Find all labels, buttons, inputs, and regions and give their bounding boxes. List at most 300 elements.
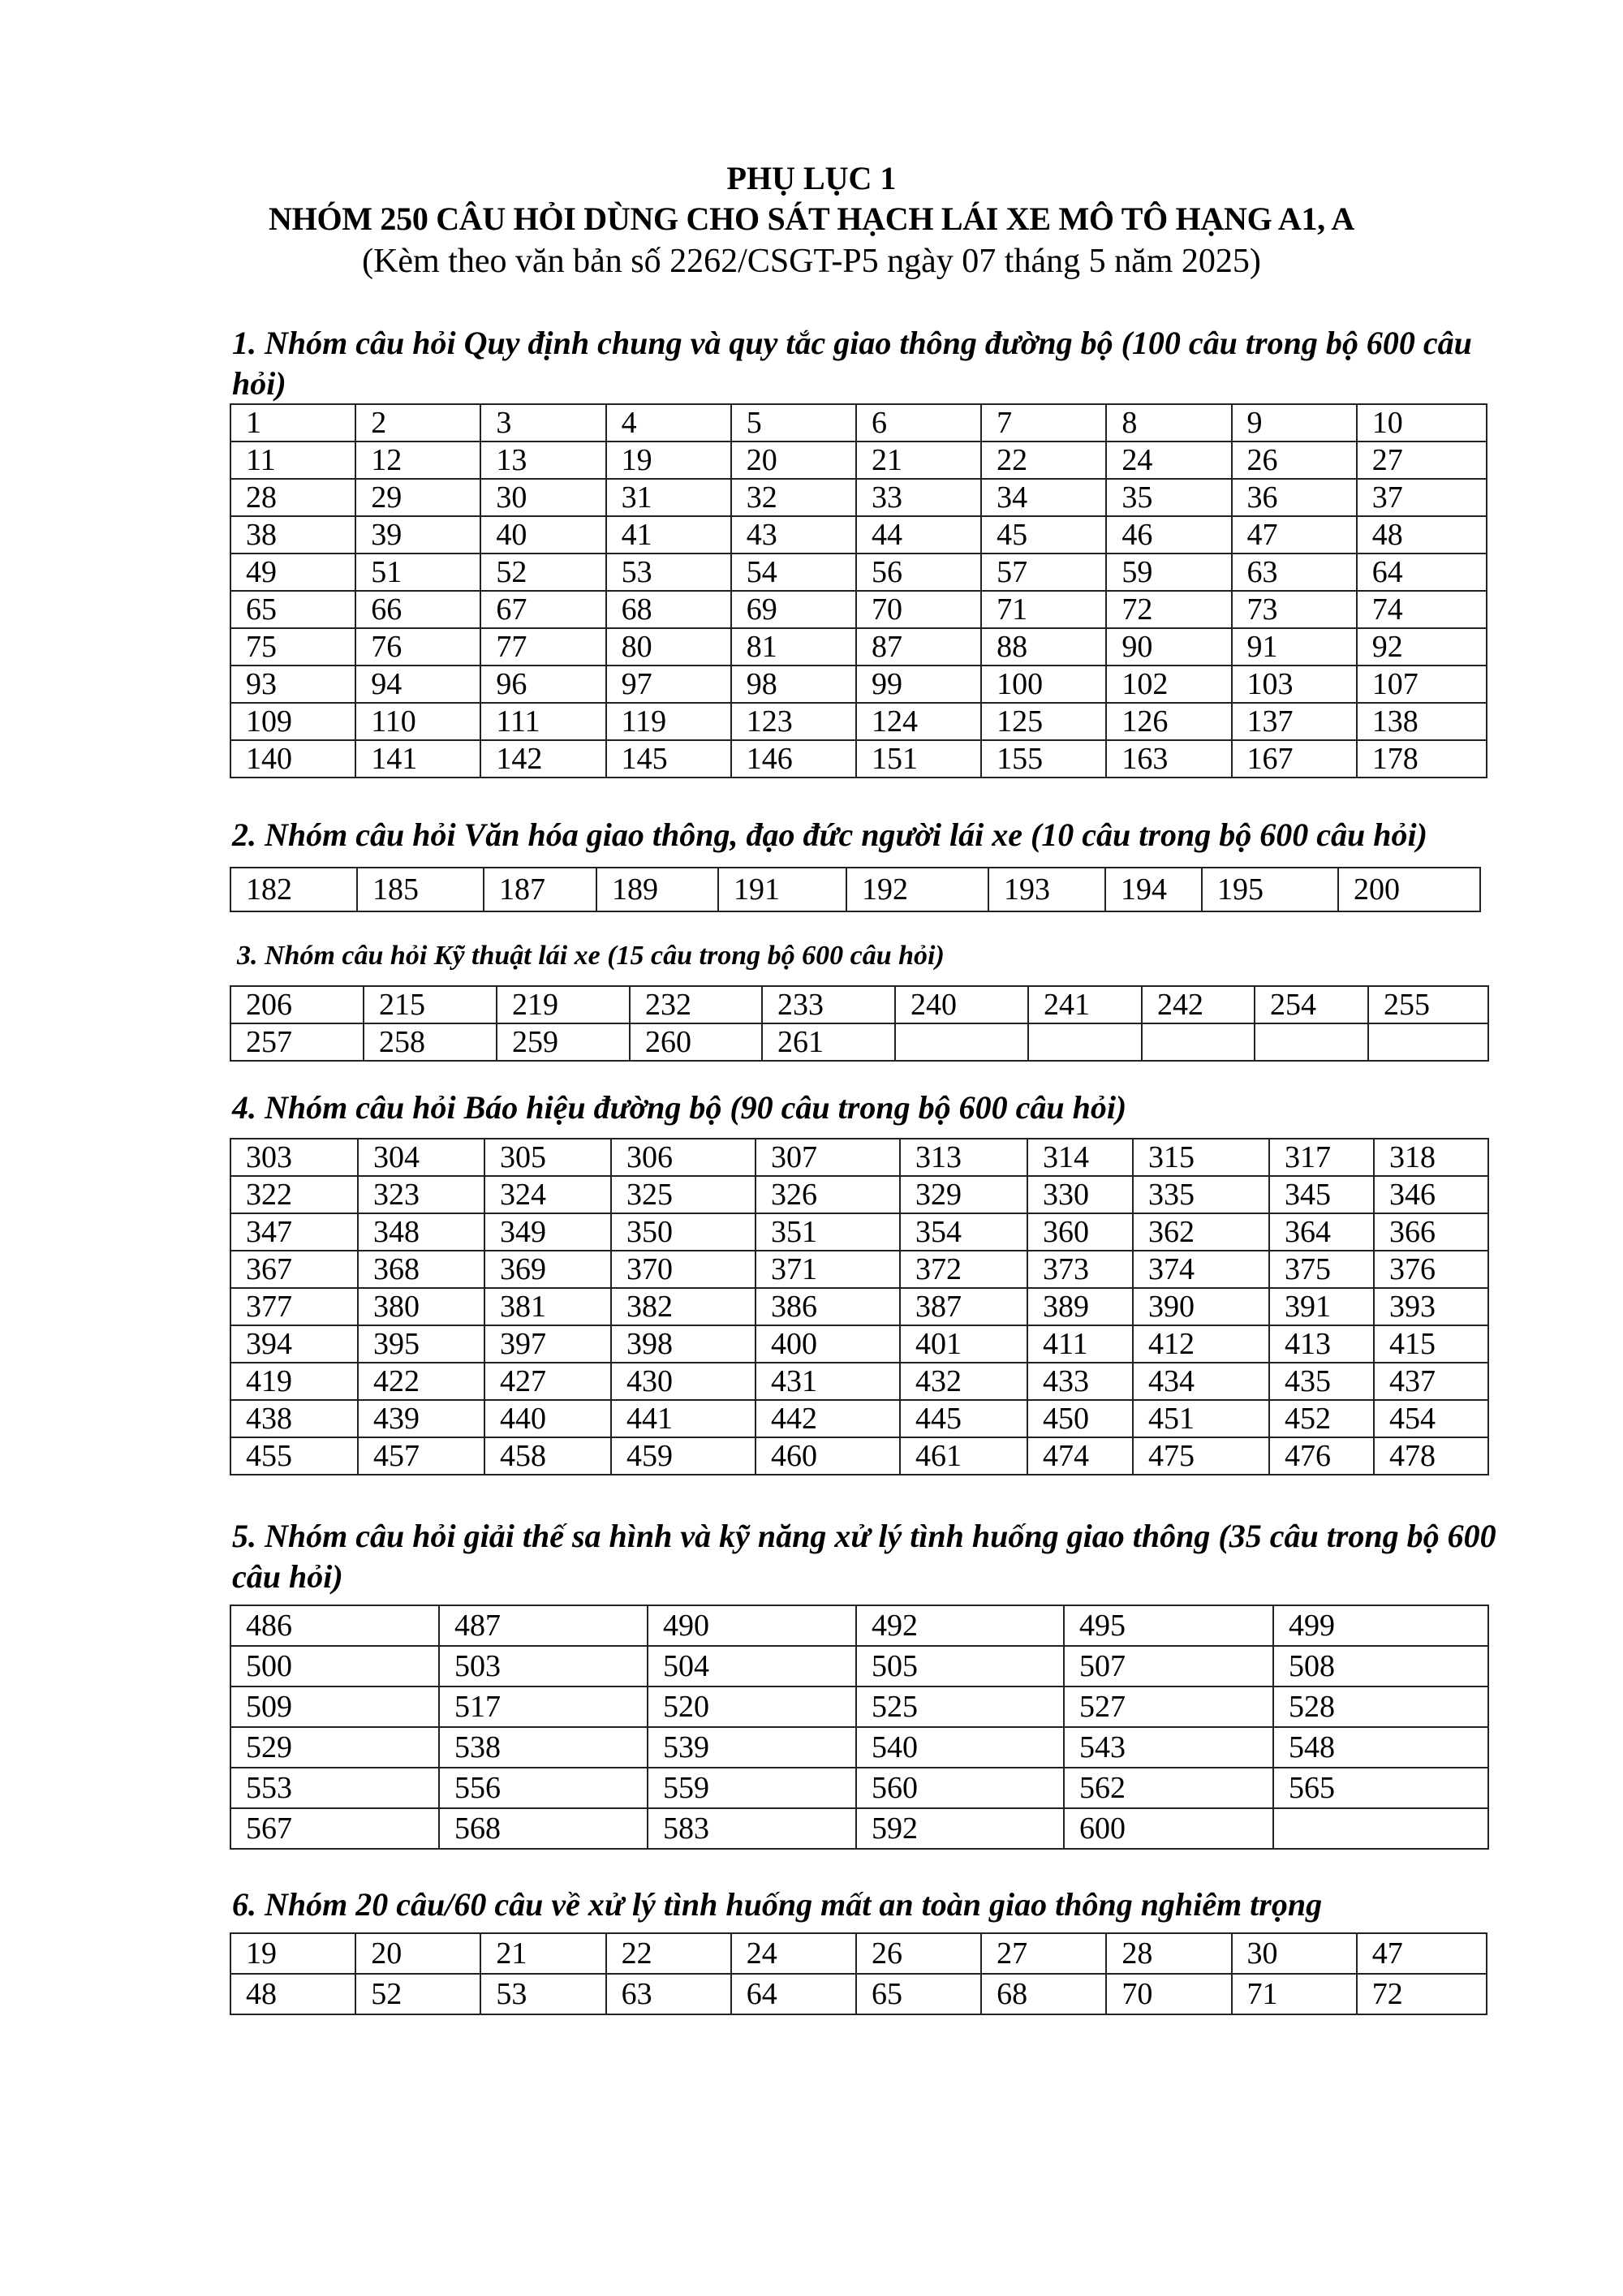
question-number-cell: 335: [1133, 1176, 1269, 1213]
question-number-cell: 389: [1027, 1288, 1133, 1325]
question-number-cell: 137: [1232, 703, 1357, 740]
question-number-cell: 411: [1027, 1325, 1133, 1363]
question-number-cell: 99: [856, 666, 981, 703]
question-number-cell: 478: [1374, 1437, 1488, 1475]
question-number-cell: 187: [484, 868, 596, 911]
section-3-heading: 3. Nhóm câu hỏi Kỹ thuật lái xe (15 câu trong bộ 600 câu hỏi): [237, 941, 945, 971]
question-number-cell: 87: [856, 628, 981, 666]
question-number-cell: 21: [480, 1933, 605, 1974]
question-number-cell: 3: [480, 404, 605, 442]
question-number-cell: 565: [1273, 1768, 1488, 1808]
question-number-cell: 431: [756, 1363, 900, 1400]
question-number-cell: 56: [856, 554, 981, 591]
question-number-cell: 553: [230, 1768, 439, 1808]
question-number-cell: 381: [484, 1288, 611, 1325]
question-number-cell: 73: [1232, 591, 1357, 628]
question-number-cell: 26: [1232, 442, 1357, 479]
question-number-cell: 195: [1202, 868, 1338, 911]
question-number-cell: 509: [230, 1686, 439, 1727]
question-number-cell: 93: [230, 666, 355, 703]
question-number-cell: 393: [1374, 1288, 1488, 1325]
question-number-cell: 324: [484, 1176, 611, 1213]
question-number-cell: 36: [1232, 479, 1357, 516]
question-number-cell: 138: [1357, 703, 1487, 740]
table-row: [230, 666, 1487, 703]
question-number-cell: 386: [756, 1288, 900, 1325]
question-number-cell: 438: [230, 1400, 358, 1437]
question-number-cell: 445: [900, 1400, 1027, 1437]
question-number-cell: 543: [1064, 1727, 1273, 1768]
question-number-cell: 400: [756, 1325, 900, 1363]
question-number-cell: 504: [648, 1646, 856, 1686]
question-number-cell: 22: [606, 1933, 731, 1974]
question-number-cell: 10: [1357, 404, 1487, 442]
table-row: [230, 628, 1487, 666]
question-number-cell: 66: [355, 591, 480, 628]
question-number-cell: 374: [1133, 1251, 1269, 1288]
question-number-cell: 27: [981, 1933, 1106, 1974]
question-number-cell: 415: [1374, 1325, 1488, 1363]
question-number-cell: 103: [1232, 666, 1357, 703]
question-number-cell: 178: [1357, 740, 1487, 778]
question-number-cell: 458: [484, 1437, 611, 1475]
question-number-cell: 30: [480, 479, 605, 516]
question-number-cell: 390: [1133, 1288, 1269, 1325]
question-number-cell: 520: [648, 1686, 856, 1727]
question-number-cell: 29: [355, 479, 480, 516]
question-number-cell: 91: [1232, 628, 1357, 666]
question-number-cell: 40: [480, 516, 605, 554]
question-number-cell: 495: [1064, 1605, 1273, 1646]
table-row: [230, 1400, 1488, 1437]
question-number-cell: 111: [480, 703, 605, 740]
document-title: NHÓM 250 CÂU HỎI DÙNG CHO SÁT HẠCH LÁI XE MÔ TÔ HẠNG A1, A: [269, 200, 1354, 237]
question-number-cell: 322: [230, 1176, 358, 1213]
question-number-cell: 505: [856, 1646, 1064, 1686]
question-number-cell: 326: [756, 1176, 900, 1213]
question-number-cell: 255: [1368, 986, 1488, 1023]
table-row: [230, 1437, 1488, 1475]
question-number-cell: 433: [1027, 1363, 1133, 1400]
question-number-cell: 52: [480, 554, 605, 591]
question-number-cell: 70: [856, 591, 981, 628]
question-number-cell: 254: [1255, 986, 1368, 1023]
question-number-cell: 46: [1106, 516, 1231, 554]
question-number-cell: 539: [648, 1727, 856, 1768]
question-number-cell: 490: [648, 1605, 856, 1646]
question-number-cell: 260: [630, 1023, 762, 1061]
question-number-cell: 442: [756, 1400, 900, 1437]
question-number-cell: 31: [606, 479, 731, 516]
question-number-cell: 517: [439, 1686, 648, 1727]
question-number-cell: 140: [230, 740, 355, 778]
question-number-cell: 305: [484, 1139, 611, 1176]
question-number-cell: 41: [606, 516, 731, 554]
question-number-cell: 97: [606, 666, 731, 703]
question-number-cell: 27: [1357, 442, 1487, 479]
question-number-cell: 44: [856, 516, 981, 554]
table-row: [230, 703, 1487, 740]
question-number-cell: 364: [1269, 1213, 1374, 1251]
question-number-cell: 347: [230, 1213, 358, 1251]
question-number-cell: 64: [1357, 554, 1487, 591]
table-row: [230, 404, 1487, 442]
table-row: [230, 1808, 1488, 1849]
question-number-cell: 81: [731, 628, 856, 666]
question-number-cell: 486: [230, 1605, 439, 1646]
question-number-cell: 65: [230, 591, 355, 628]
question-number-cell: 19: [230, 1933, 355, 1974]
question-number-cell: 461: [900, 1437, 1027, 1475]
question-number-cell: 540: [856, 1727, 1064, 1768]
question-number-cell: 145: [606, 740, 731, 778]
section-1-table: [230, 403, 1487, 778]
question-number-cell: 366: [1374, 1213, 1488, 1251]
question-number-cell: 7: [981, 404, 1106, 442]
question-number-cell: 19: [606, 442, 731, 479]
question-number-cell: 548: [1273, 1727, 1488, 1768]
question-number-cell: 11: [230, 442, 355, 479]
question-number-cell: 349: [484, 1213, 611, 1251]
question-number-cell: 412: [1133, 1325, 1269, 1363]
table-row: [230, 1139, 1488, 1176]
question-number-cell: 500: [230, 1646, 439, 1686]
question-number-cell: 398: [611, 1325, 756, 1363]
question-number-cell: [1255, 1023, 1368, 1061]
table-row: [230, 1363, 1488, 1400]
question-number-cell: 525: [856, 1686, 1064, 1727]
question-number-cell: 47: [1232, 516, 1357, 554]
question-number-cell: 206: [230, 986, 364, 1023]
question-number-cell: 430: [611, 1363, 756, 1400]
table-row: [230, 740, 1487, 778]
question-number-cell: 71: [1232, 1974, 1357, 2014]
question-number-cell: 37: [1357, 479, 1487, 516]
question-number-cell: 370: [611, 1251, 756, 1288]
table-row: [230, 1023, 1488, 1061]
question-number-cell: 362: [1133, 1213, 1269, 1251]
question-number-cell: 69: [731, 591, 856, 628]
question-number-cell: 90: [1106, 628, 1231, 666]
table-row: [230, 1974, 1487, 2014]
question-number-cell: [1273, 1808, 1488, 1849]
question-number-cell: 303: [230, 1139, 358, 1176]
question-number-cell: 241: [1028, 986, 1142, 1023]
question-number-cell: 452: [1269, 1400, 1374, 1437]
question-number-cell: 64: [731, 1974, 856, 2014]
table-row: [230, 1288, 1488, 1325]
question-number-cell: 529: [230, 1727, 439, 1768]
question-number-cell: 182: [230, 868, 357, 911]
question-number-cell: 5: [731, 404, 856, 442]
question-number-cell: 460: [756, 1437, 900, 1475]
question-number-cell: 123: [731, 703, 856, 740]
question-number-cell: 304: [358, 1139, 484, 1176]
question-number-cell: 330: [1027, 1176, 1133, 1213]
question-number-cell: 34: [981, 479, 1106, 516]
question-number-cell: 48: [230, 1974, 355, 2014]
question-number-cell: 600: [1064, 1808, 1273, 1849]
question-number-cell: 193: [988, 868, 1105, 911]
question-number-cell: 8: [1106, 404, 1231, 442]
question-number-cell: 427: [484, 1363, 611, 1400]
table-row: [230, 1213, 1488, 1251]
question-number-cell: 9: [1232, 404, 1357, 442]
table-row: [230, 516, 1487, 554]
question-number-cell: 380: [358, 1288, 484, 1325]
question-number-cell: 373: [1027, 1251, 1133, 1288]
question-number-cell: 306: [611, 1139, 756, 1176]
table-row: [230, 1686, 1488, 1727]
question-number-cell: 185: [357, 868, 484, 911]
question-number-cell: 49: [230, 554, 355, 591]
question-number-cell: 45: [981, 516, 1106, 554]
question-number-cell: 57: [981, 554, 1106, 591]
question-number-cell: 141: [355, 740, 480, 778]
question-number-cell: 219: [497, 986, 630, 1023]
question-number-cell: 329: [900, 1176, 1027, 1213]
question-number-cell: 146: [731, 740, 856, 778]
question-number-cell: 371: [756, 1251, 900, 1288]
question-number-cell: 53: [606, 554, 731, 591]
question-number-cell: 261: [762, 1023, 895, 1061]
table-row: [230, 1646, 1488, 1686]
question-number-cell: 74: [1357, 591, 1487, 628]
question-number-cell: 459: [611, 1437, 756, 1475]
question-number-cell: 167: [1232, 740, 1357, 778]
question-number-cell: 401: [900, 1325, 1027, 1363]
question-number-cell: 4: [606, 404, 731, 442]
question-number-cell: 24: [731, 1933, 856, 1974]
question-number-cell: 377: [230, 1288, 358, 1325]
question-number-cell: 59: [1106, 554, 1231, 591]
question-number-cell: 124: [856, 703, 981, 740]
question-number-cell: 397: [484, 1325, 611, 1363]
question-number-cell: 151: [856, 740, 981, 778]
question-number-cell: 70: [1106, 1974, 1231, 2014]
question-number-cell: 38: [230, 516, 355, 554]
question-number-cell: 72: [1357, 1974, 1487, 2014]
table-row: [230, 442, 1487, 479]
section-2-heading: 2. Nhóm câu hỏi Văn hóa giao thông, đạo đức người lái xe (10 câu trong bộ 600 câu hỏi): [232, 816, 1427, 853]
question-number-cell: 2: [355, 404, 480, 442]
section-4-heading: 4. Nhóm câu hỏi Báo hiệu đường bộ (90 câu trong bộ 600 câu hỏi): [232, 1089, 1127, 1126]
question-number-cell: 507: [1064, 1646, 1273, 1686]
question-number-cell: 126: [1106, 703, 1231, 740]
question-number-cell: 455: [230, 1437, 358, 1475]
question-number-cell: 367: [230, 1251, 358, 1288]
question-number-cell: 65: [856, 1974, 981, 2014]
appendix-label: PHỤ LỤC 1: [726, 160, 897, 196]
question-number-cell: 317: [1269, 1139, 1374, 1176]
question-number-cell: 474: [1027, 1437, 1133, 1475]
question-number-cell: 372: [900, 1251, 1027, 1288]
question-number-cell: 26: [856, 1933, 981, 1974]
question-number-cell: 375: [1269, 1251, 1374, 1288]
question-number-cell: 499: [1273, 1605, 1488, 1646]
question-number-cell: 451: [1133, 1400, 1269, 1437]
section-5-table: [230, 1605, 1489, 1850]
question-number-cell: 72: [1106, 591, 1231, 628]
question-number-cell: 413: [1269, 1325, 1374, 1363]
question-number-cell: 454: [1374, 1400, 1488, 1437]
question-number-cell: 487: [439, 1605, 648, 1646]
document-subtitle: (Kèm theo văn bản số 2262/CSGT-P5 ngày 07 tháng 5 năm 2025): [362, 243, 1261, 280]
question-number-cell: 350: [611, 1213, 756, 1251]
question-number-cell: 92: [1357, 628, 1487, 666]
question-number-cell: 325: [611, 1176, 756, 1213]
question-number-cell: 71: [981, 591, 1106, 628]
table-row: [230, 986, 1488, 1023]
table-row: [230, 1768, 1488, 1808]
table-row: [230, 1325, 1488, 1363]
question-number-cell: 351: [756, 1213, 900, 1251]
question-number-cell: [895, 1023, 1028, 1061]
question-number-cell: 439: [358, 1400, 484, 1437]
question-number-cell: 100: [981, 666, 1106, 703]
question-number-cell: 457: [358, 1437, 484, 1475]
question-number-cell: 476: [1269, 1437, 1374, 1475]
section-6-heading: 6. Nhóm 20 câu/60 câu về xử lý tình huống mất an toàn giao thông nghiêm trọng: [232, 1886, 1323, 1923]
question-number-cell: 323: [358, 1176, 484, 1213]
question-number-cell: 315: [1133, 1139, 1269, 1176]
question-number-cell: 441: [611, 1400, 756, 1437]
question-number-cell: 307: [756, 1139, 900, 1176]
question-number-cell: 12: [355, 442, 480, 479]
question-number-cell: 76: [355, 628, 480, 666]
question-number-cell: 33: [856, 479, 981, 516]
question-number-cell: 314: [1027, 1139, 1133, 1176]
question-number-cell: 242: [1142, 986, 1255, 1023]
question-number-cell: 52: [355, 1974, 480, 2014]
table-row: [230, 1605, 1488, 1646]
question-number-cell: 28: [1106, 1933, 1231, 1974]
question-number-cell: 22: [981, 442, 1106, 479]
question-number-cell: 394: [230, 1325, 358, 1363]
question-number-cell: 51: [355, 554, 480, 591]
question-number-cell: 258: [364, 1023, 497, 1061]
question-number-cell: 559: [648, 1768, 856, 1808]
question-number-cell: 54: [731, 554, 856, 591]
question-number-cell: 259: [497, 1023, 630, 1061]
question-number-cell: 189: [596, 868, 718, 911]
question-number-cell: 68: [606, 591, 731, 628]
table-row: [230, 479, 1487, 516]
question-number-cell: 503: [439, 1646, 648, 1686]
question-number-cell: 80: [606, 628, 731, 666]
question-number-cell: 109: [230, 703, 355, 740]
question-number-cell: 562: [1064, 1768, 1273, 1808]
question-number-cell: 348: [358, 1213, 484, 1251]
question-number-cell: 107: [1357, 666, 1487, 703]
question-number-cell: 437: [1374, 1363, 1488, 1400]
question-number-cell: 192: [846, 868, 988, 911]
question-number-cell: 527: [1064, 1686, 1273, 1727]
question-number-cell: 43: [731, 516, 856, 554]
question-number-cell: 492: [856, 1605, 1064, 1646]
table-row: [230, 868, 1480, 911]
section-5-heading: 5. Nhóm câu hỏi giải thế sa hình và kỹ năng xử lý tình huống giao thông (35 câu trong bộ 600 câu hỏi): [232, 1518, 1496, 1595]
question-number-cell: 96: [480, 666, 605, 703]
question-number-cell: 568: [439, 1808, 648, 1849]
question-number-cell: 560: [856, 1768, 1064, 1808]
question-number-cell: 567: [230, 1808, 439, 1849]
question-number-cell: 125: [981, 703, 1106, 740]
question-number-cell: [1368, 1023, 1488, 1061]
question-number-cell: 48: [1357, 516, 1487, 554]
question-number-cell: 39: [355, 516, 480, 554]
question-number-cell: 47: [1357, 1933, 1487, 1974]
question-number-cell: 345: [1269, 1176, 1374, 1213]
question-number-cell: 35: [1106, 479, 1231, 516]
question-number-cell: 13: [480, 442, 605, 479]
question-number-cell: 21: [856, 442, 981, 479]
question-number-cell: 32: [731, 479, 856, 516]
question-number-cell: 360: [1027, 1213, 1133, 1251]
question-number-cell: 77: [480, 628, 605, 666]
table-row: [230, 554, 1487, 591]
section-2-table: [230, 867, 1481, 912]
question-number-cell: 583: [648, 1808, 856, 1849]
question-number-cell: 432: [900, 1363, 1027, 1400]
section-3-table: [230, 985, 1489, 1062]
question-number-cell: 63: [606, 1974, 731, 2014]
section-1-heading: 1. Nhóm câu hỏi Quy định chung và quy tắc giao thông đường bộ (100 câu trong bộ 600 câu hỏi): [232, 325, 1472, 402]
question-number-cell: 191: [718, 868, 846, 911]
question-number-cell: 75: [230, 628, 355, 666]
question-number-cell: 68: [981, 1974, 1106, 2014]
table-row: [230, 591, 1487, 628]
question-number-cell: 395: [358, 1325, 484, 1363]
question-number-cell: 508: [1273, 1646, 1488, 1686]
question-number-cell: 422: [358, 1363, 484, 1400]
question-number-cell: 419: [230, 1363, 358, 1400]
question-number-cell: 20: [355, 1933, 480, 1974]
question-number-cell: 354: [900, 1213, 1027, 1251]
question-number-cell: 440: [484, 1400, 611, 1437]
table-row: [230, 1176, 1488, 1213]
question-number-cell: 24: [1106, 442, 1231, 479]
question-number-cell: 382: [611, 1288, 756, 1325]
table-row: [230, 1251, 1488, 1288]
question-number-cell: 592: [856, 1808, 1064, 1849]
question-number-cell: 155: [981, 740, 1106, 778]
question-number-cell: 6: [856, 404, 981, 442]
question-number-cell: 475: [1133, 1437, 1269, 1475]
question-number-cell: 528: [1273, 1686, 1488, 1727]
question-number-cell: 30: [1232, 1933, 1357, 1974]
question-number-cell: 232: [630, 986, 762, 1023]
question-number-cell: 28: [230, 479, 355, 516]
question-number-cell: 215: [364, 986, 497, 1023]
question-number-cell: 94: [355, 666, 480, 703]
question-number-cell: 538: [439, 1727, 648, 1768]
question-number-cell: 119: [606, 703, 731, 740]
question-number-cell: 163: [1106, 740, 1231, 778]
question-number-cell: 240: [895, 986, 1028, 1023]
question-number-cell: 376: [1374, 1251, 1488, 1288]
table-row: [230, 1727, 1488, 1768]
question-number-cell: 391: [1269, 1288, 1374, 1325]
question-number-cell: 556: [439, 1768, 648, 1808]
question-number-cell: 318: [1374, 1139, 1488, 1176]
question-number-cell: 110: [355, 703, 480, 740]
question-number-cell: 435: [1269, 1363, 1374, 1400]
question-number-cell: 102: [1106, 666, 1231, 703]
section-4-table: [230, 1138, 1489, 1475]
question-number-cell: 98: [731, 666, 856, 703]
question-number-cell: 63: [1232, 554, 1357, 591]
